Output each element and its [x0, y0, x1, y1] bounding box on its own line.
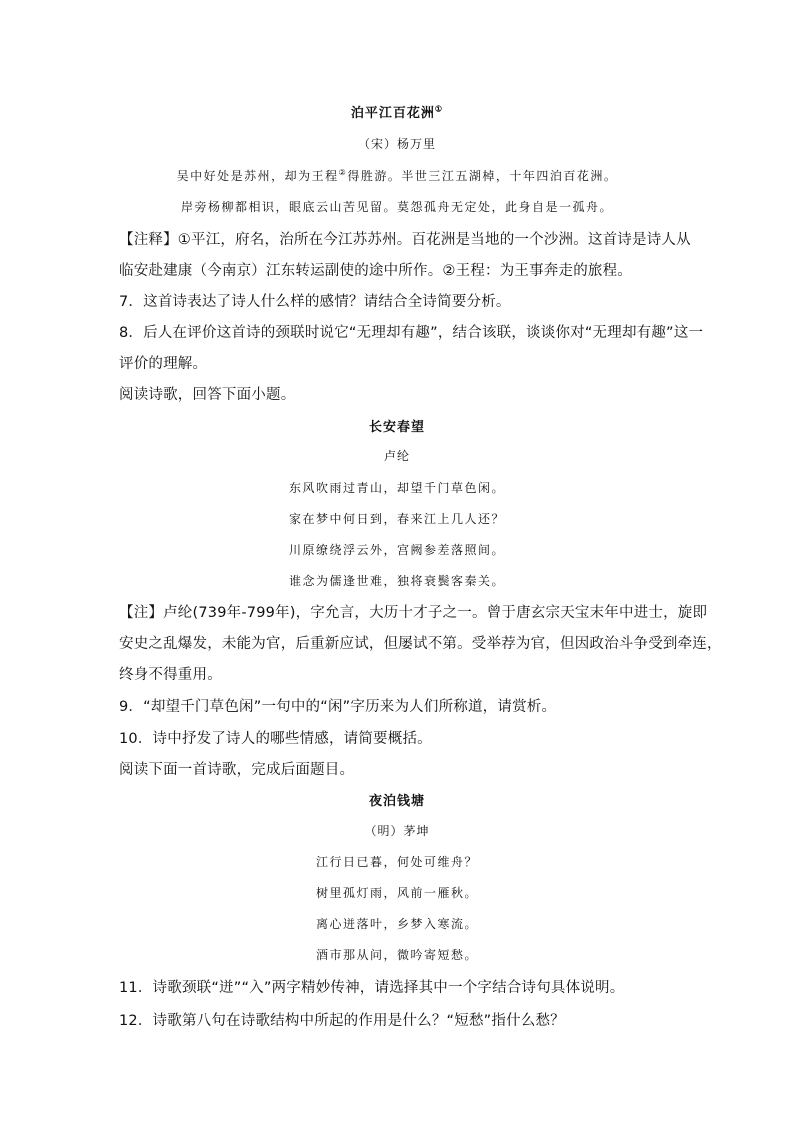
- section-intro: 阅读诗歌，回答下面小题。: [119, 387, 296, 403]
- poem3-verse-line: 江行日已暮，何处可维舟？: [315, 855, 478, 869]
- poem1-title: 泊平江百花洲①: [350, 103, 444, 121]
- poem2-note: 安史之乱爆发，未能为官，后重新应试，但屡试不第。受举荐为官，但因政治斗争受到牵连，: [119, 636, 722, 652]
- question-7: 7．这首诗表达了诗人什么样的感情？请结合全诗简要分析。: [119, 294, 511, 310]
- question-8: 8．后人在评价这首诗的颈联时说它“无理却有趣”，结合该联，谈谈你对“无理却有趣”这一: [119, 325, 704, 341]
- poem1-note: 【注释】①平江，府名，治所在今江苏苏州。百花洲是当地的一个沙洲。这首诗是诗人从: [119, 232, 691, 248]
- poem3-title: 夜泊钱塘: [368, 794, 425, 809]
- poem2-verse-line: 家在梦中何日到，春来江上几人还？: [288, 512, 505, 526]
- poem2-note: 【注】卢纶(739年-799年)，字允言，大历十才子之一。曾于唐玄宗天宝末年中进士，旋即: [119, 605, 708, 621]
- poem3-verse-line: 酒市那从问，微吟寄短愁。: [315, 948, 478, 962]
- poem2-verse-line: 东风吹雨过青山，却望千门草色闲。: [288, 481, 505, 495]
- poem3-author: （明）茅坤: [364, 824, 430, 838]
- poem2-author: 卢纶: [383, 449, 410, 463]
- question-9: 9．“却望千门草色闲”一句中的“闲”字历来为人们所称道，请赏析。: [119, 699, 557, 715]
- poem2-verse-line: 谁念为儒逢世难，独将衰鬓客秦关。: [288, 574, 505, 588]
- poem1-verse-line: 岸旁杨柳都相识，眼底云山苦见留。莫怨孤舟无定处，此身自是一孤舟。: [180, 200, 613, 214]
- poem3-verse-line: 树里孤灯雨，风前一雁秋。: [315, 886, 478, 900]
- question-10: 10．诗中抒发了诗人的哪些情感，请简要概括。: [119, 731, 432, 747]
- question-11: 11．诗歌颈联“迸”“入”两字精妙传神，请选择其中一个字结合诗句具体说明。: [119, 980, 625, 996]
- poem3-verse-line: 离心迸落叶，乡梦入寒流。: [315, 917, 478, 931]
- question-8-cont: 评价的理解。: [119, 356, 208, 372]
- poem1-note: 临安赴建康（今南京）江东转运副使的途中所作。②王程：为王事奔走的旅程。: [119, 263, 632, 279]
- poem2-verse-line: 川原缭绕浮云外，宫阙参差落照间。: [288, 543, 505, 557]
- section-intro: 阅读下面一首诗歌，完成后面题目。: [119, 762, 355, 778]
- footnote-marker: ②: [338, 168, 348, 177]
- poem1-verse-line: 吴中好处是苏州，却为王程②得胜游。半世三江五湖棹，十年四泊百花洲。: [176, 168, 618, 183]
- question-12: 12．诗歌第八句在诗歌结构中所起的作用是什么？“短愁”指什么愁？: [119, 1013, 565, 1029]
- footnote-marker: ①: [434, 103, 444, 114]
- poem2-title: 长安春望: [368, 420, 425, 435]
- poem1-author: （宋）杨万里: [357, 137, 436, 151]
- poem2-note: 终身不得重用。: [119, 667, 222, 683]
